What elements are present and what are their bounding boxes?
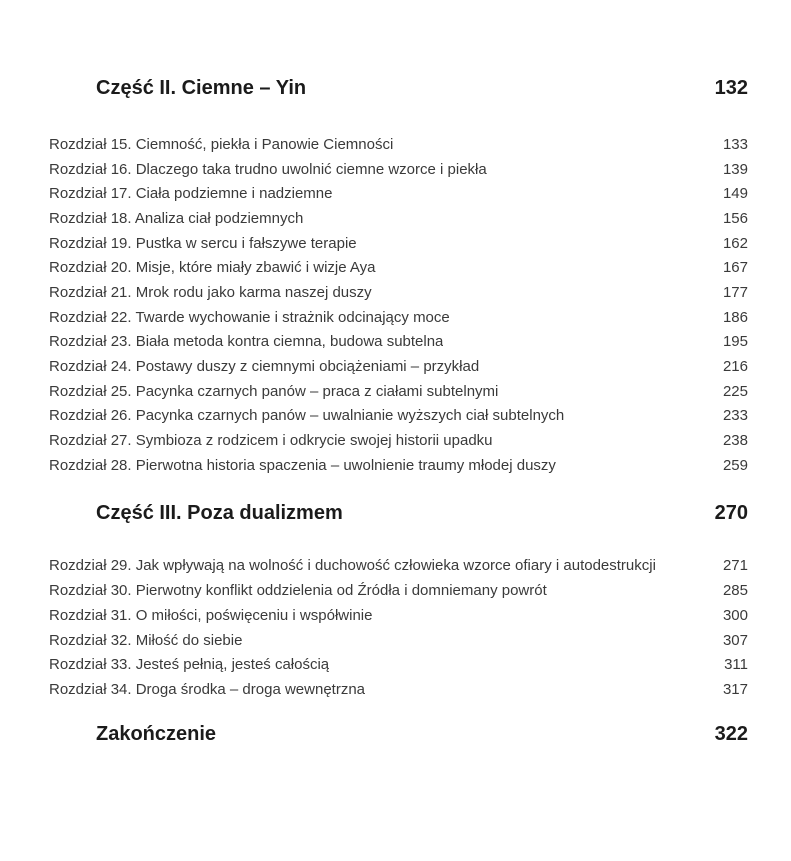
toc-entry-title: Rozdział 25. Pacynka czarnych panów – praca z ciałami subtelnymi xyxy=(49,382,499,400)
toc-entry-title: Rozdział 18. Analiza ciał podziemnych xyxy=(49,209,304,227)
toc-entry xyxy=(0,578,748,603)
toc-entry-page: 162 xyxy=(722,234,748,252)
toc-entry-title: Rozdział 33. Jesteś pełnią, jesteś całością xyxy=(49,656,330,674)
toc-section-heading-part-3 xyxy=(0,501,748,525)
toc-entry-page: 317 xyxy=(722,680,748,698)
toc-entry-title: Rozdział 22. Twarde wychowanie i strażnik odcinający moce xyxy=(49,308,450,326)
toc-entry xyxy=(0,181,748,206)
toc-entry-title: Rozdział 23. Biała metoda kontra ciemna, budowa subtelna xyxy=(49,333,444,351)
toc-entry-title: Rozdział 17. Ciała podziemne i nadziemne xyxy=(49,185,333,203)
toc-entry-page: 216 xyxy=(722,358,748,376)
toc-entry-title: Rozdział 27. Symbioza z rodzicem i odkrycie swojej historii upadku xyxy=(49,432,493,450)
toc-entry xyxy=(0,354,748,379)
section-heading-page: 270 xyxy=(714,501,748,524)
toc-entry-title: Rozdział 32. Miłość do siebie xyxy=(49,631,243,649)
toc-entry xyxy=(0,132,748,157)
toc-entry-page: 233 xyxy=(722,407,748,425)
toc-entry-title: Rozdział 31. O miłości, poświęceniu i współwinie xyxy=(49,606,373,624)
toc-entry-page: 271 xyxy=(722,557,748,575)
toc-entry xyxy=(0,280,748,305)
toc-entry xyxy=(0,652,748,677)
toc-entry-page: 149 xyxy=(722,185,748,203)
toc-entry-page: 285 xyxy=(722,582,748,600)
toc-entry-page: 186 xyxy=(722,308,748,326)
toc-entry xyxy=(0,231,748,256)
toc-entry-page: 167 xyxy=(722,259,748,277)
toc-entry-page: 156 xyxy=(722,209,748,227)
toc-entry xyxy=(0,428,748,453)
toc-entry xyxy=(0,603,748,628)
section-heading-title: Część III. Poza dualizmem xyxy=(96,501,343,524)
section-heading-page: 132 xyxy=(714,77,748,99)
toc-entry-title: Rozdział 29. Jak wpływają na wolność i duchowość człowieka wzorce ofiary i autodestrukcji xyxy=(49,557,656,575)
toc-entry-title: Rozdział 34. Droga środka – droga wewnętrzna xyxy=(49,680,366,698)
toc-entry-page: 300 xyxy=(722,606,748,624)
toc-entry-title: Rozdział 26. Pacynka czarnych panów – uwalnianie wyższych ciał subtelnych xyxy=(49,407,565,425)
toc-entry-page: 195 xyxy=(722,333,748,351)
toc-entry-page: 139 xyxy=(722,160,748,178)
toc-entry-title: Rozdział 30. Pierwotny konflikt oddzielenia od Źródła i domniemany powrót xyxy=(49,582,547,600)
toc-entry-page: 177 xyxy=(722,283,748,301)
toc-entry-page: 133 xyxy=(722,135,748,153)
toc-section-heading-part-2 xyxy=(0,76,748,100)
toc-entry xyxy=(0,453,748,478)
toc-entry-title: Rozdział 19. Pustka w sercu i fałszywe terapie xyxy=(49,234,357,252)
toc-entry xyxy=(0,206,748,231)
toc-entry-page: 225 xyxy=(722,382,748,400)
toc-entry xyxy=(0,305,748,330)
toc-entry xyxy=(0,157,748,182)
toc-entry-title: Rozdział 16. Dlaczego taka trudno uwolnić ciemne wzorce i piekła xyxy=(49,160,487,178)
toc-entry xyxy=(0,677,748,702)
toc-entry-page: 311 xyxy=(724,656,748,674)
toc-entry-title: Rozdział 20. Misje, które miały zbawić i wizje Aya xyxy=(49,259,376,277)
toc-entry-title: Rozdział 21. Mrok rodu jako karma naszej duszy xyxy=(49,283,372,301)
section-heading-title: Część II. Ciemne – Yin xyxy=(96,77,307,99)
toc-entry xyxy=(0,255,748,280)
section-heading-title: Zakończenie xyxy=(96,722,217,745)
toc-entry xyxy=(0,330,748,355)
toc-entry xyxy=(0,554,748,579)
toc-section-heading-ending xyxy=(0,722,748,746)
toc-entry xyxy=(0,628,748,653)
toc-entry-title: Rozdział 24. Postawy duszy z ciemnymi obciążeniami – przykład xyxy=(49,358,480,376)
toc-entry xyxy=(0,404,748,429)
toc-entry-title: Rozdział 15. Ciemność, piekła i Panowie Ciemności xyxy=(49,135,394,153)
toc-entry-page: 259 xyxy=(722,456,748,474)
toc-entry-title: Rozdział 28. Pierwotna historia spaczenia – uwolnienie traumy młodej duszy xyxy=(49,456,556,474)
toc-entry-page: 238 xyxy=(722,432,748,450)
section-heading-page: 322 xyxy=(714,722,748,745)
toc-entry xyxy=(0,379,748,404)
toc-entry-page: 307 xyxy=(722,631,748,649)
